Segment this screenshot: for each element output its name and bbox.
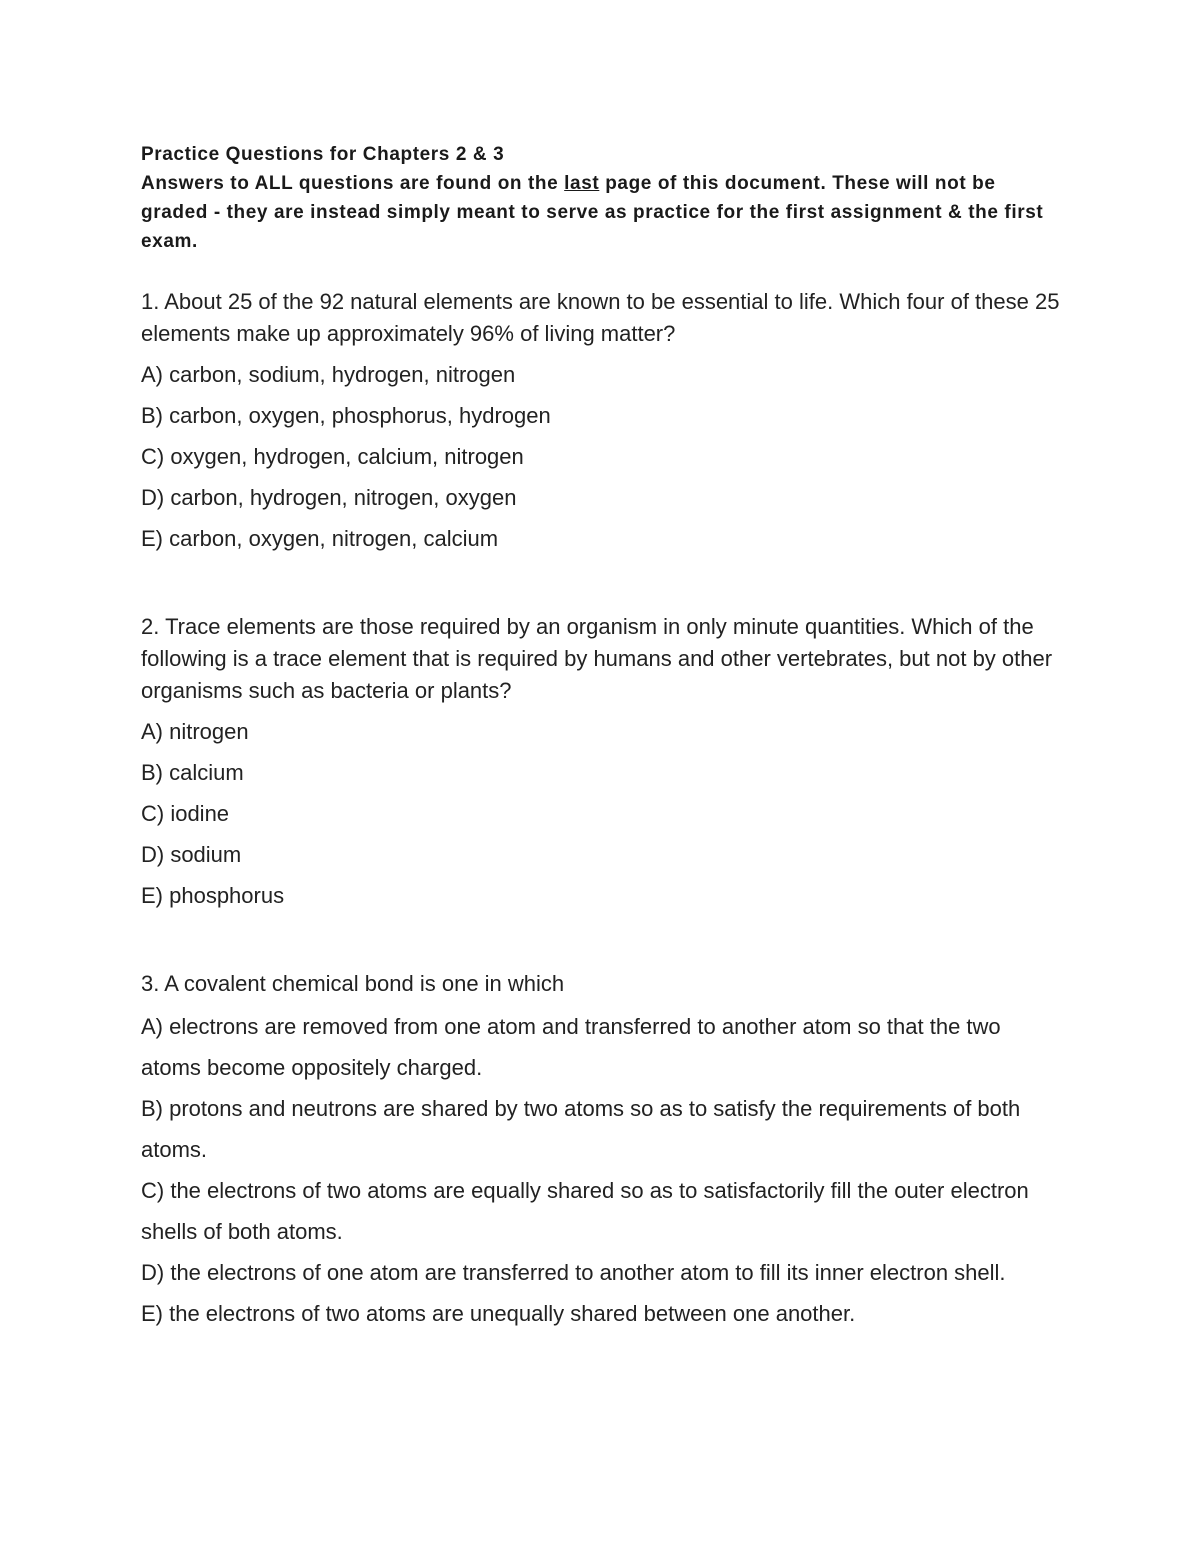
answer-option: E) carbon, oxygen, nitrogen, calcium bbox=[141, 526, 499, 551]
answer-option: A) carbon, sodium, hydrogen, nitrogen bbox=[141, 362, 516, 387]
answer-option: C) oxygen, hydrogen, calcium, nitrogen bbox=[141, 444, 524, 469]
intro-underlined-word: last bbox=[564, 173, 600, 194]
intro-text-part-2: page of this document. These will not be graded - they are instead simply meant to serve as practice for the first assignment & the first exam. bbox=[141, 173, 1044, 252]
document-header bbox=[141, 140, 1061, 256]
answer-options bbox=[141, 1006, 1061, 1334]
question-2 bbox=[141, 611, 1061, 916]
answer-option: E) the electrons of two atoms are unequally shared between one another. bbox=[141, 1301, 856, 1326]
answer-option: A) nitrogen bbox=[141, 719, 249, 744]
document-title: Practice Questions for Chapters 2 & 3 bbox=[141, 144, 505, 165]
question-1 bbox=[141, 286, 1061, 559]
question-stem: 2. Trace elements are those required by an organism in only minute quantities. Which of the following is a trace element that is required by humans and other vertebrates, but not by other organisms such as bacteria or plants? bbox=[141, 614, 1053, 703]
question-stem: 3. A covalent chemical bond is one in which bbox=[141, 971, 565, 996]
answer-options bbox=[141, 354, 1061, 559]
answer-options bbox=[141, 711, 1061, 916]
answer-option: D) the electrons of one atom are transferred to another atom to fill its inner electron shell. bbox=[141, 1260, 1006, 1285]
answer-option: B) carbon, oxygen, phosphorus, hydrogen bbox=[141, 403, 551, 428]
answer-option: C) the electrons of two atoms are equally shared so as to satisfactorily fill the outer electron shells of both atoms. bbox=[141, 1178, 1029, 1244]
document-page bbox=[141, 140, 1061, 1334]
question-3 bbox=[141, 968, 1061, 1334]
answer-option: B) protons and neutrons are shared by two atoms so as to satisfy the requirements of both atoms. bbox=[141, 1096, 1021, 1162]
answer-option: A) electrons are removed from one atom and transferred to another atom so that the two atoms become oppositely charged. bbox=[141, 1014, 1001, 1080]
answer-option: E) phosphorus bbox=[141, 883, 285, 908]
answer-option: C) iodine bbox=[141, 801, 230, 826]
question-stem: 1. About 25 of the 92 natural elements are known to be essential to life. Which four of these 25 elements make up approximately 96% of living matter? bbox=[141, 289, 1060, 346]
answer-option: D) sodium bbox=[141, 842, 242, 867]
answer-option: B) calcium bbox=[141, 760, 244, 785]
intro-text-part-1: Answers to ALL questions are found on the bbox=[141, 173, 565, 194]
answer-option: D) carbon, hydrogen, nitrogen, oxygen bbox=[141, 485, 517, 510]
